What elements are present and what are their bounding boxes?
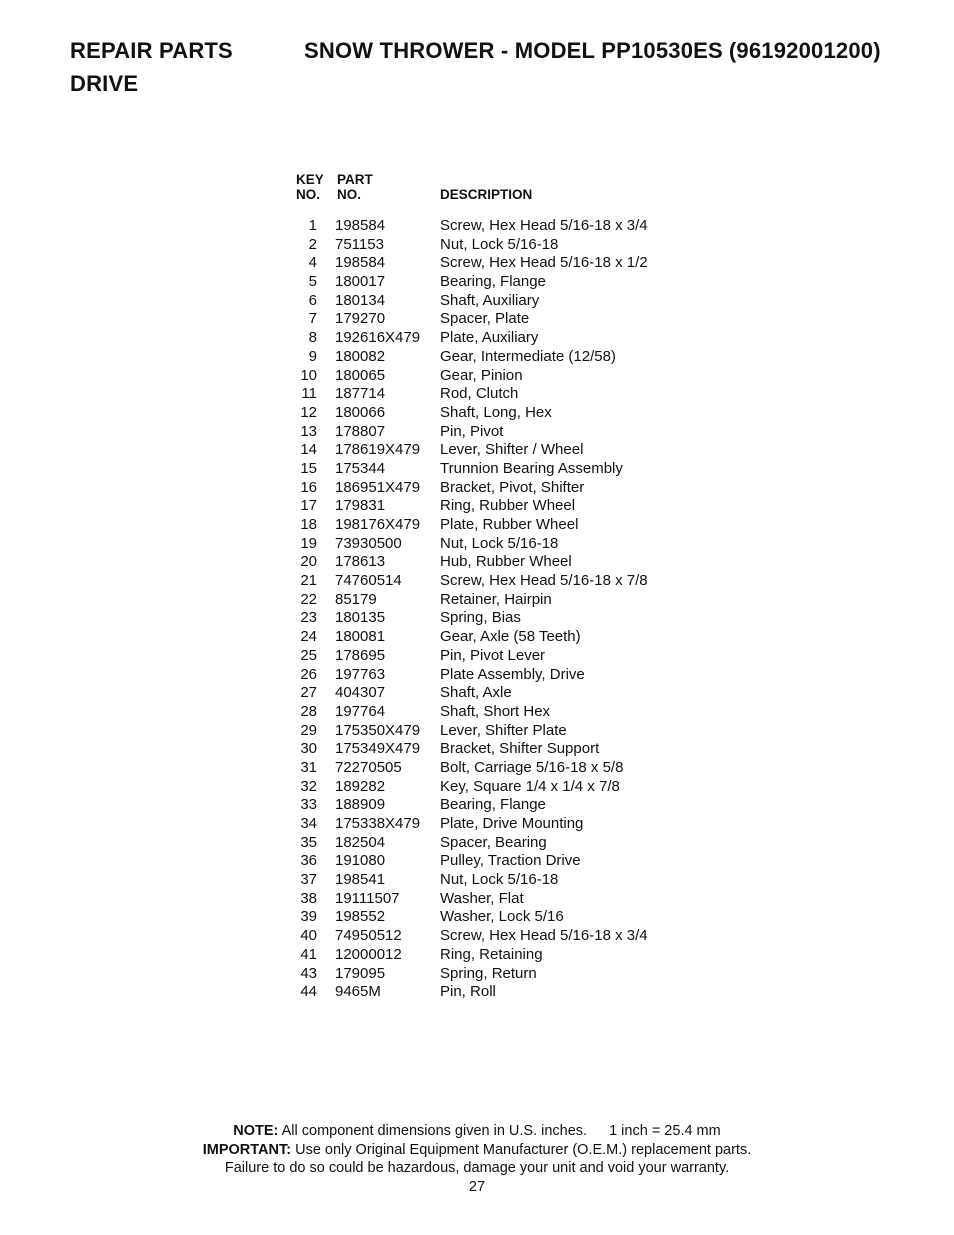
important-label: IMPORTANT:: [202, 1141, 292, 1158]
description: Pulley, Traction Drive: [440, 852, 581, 870]
part-header-top: PART: [337, 172, 373, 187]
part-no: 179270: [335, 310, 386, 328]
description: Gear, Intermediate (12/58): [440, 347, 616, 365]
footer: [0, 1122, 954, 1196]
table-row: [296, 497, 716, 516]
description: Bolt, Carriage 5/16-18 x 5/8: [440, 758, 624, 776]
part-no: 178807: [335, 422, 386, 440]
description: Pin, Pivot Lever: [440, 646, 546, 664]
key-no: 43: [300, 964, 317, 982]
table-row: [296, 236, 716, 255]
table-row: [296, 609, 716, 628]
description: Plate, Auxiliary: [440, 329, 539, 347]
table-row: [296, 815, 716, 834]
table-row: [296, 666, 716, 685]
key-no: 9: [308, 347, 317, 365]
table-row: [296, 553, 716, 572]
model-code: (96192001200): [728, 38, 881, 63]
note-label: NOTE:: [233, 1123, 279, 1139]
description: Spring, Bias: [440, 609, 521, 627]
part-no: 180135: [335, 609, 386, 627]
table-row: [296, 834, 716, 853]
description: Retainer, Hairpin: [440, 590, 552, 608]
part-no: 12000012: [335, 945, 402, 963]
warning-line: Failure to do so could be hazardous, damage your unit and void your warranty.: [224, 1160, 730, 1176]
part-no: 404307: [335, 684, 386, 702]
table-row: [296, 722, 716, 741]
table-row: [296, 254, 716, 273]
table-row: [296, 965, 716, 984]
table-row: [296, 591, 716, 610]
model-number: PP10530ES: [601, 38, 723, 63]
key-no: 41: [300, 945, 317, 963]
part-no: 175338X479: [335, 815, 421, 832]
description: Bracket, Pivot, Shifter: [440, 478, 585, 496]
part-no: 186951X479: [335, 478, 421, 496]
key-no: 7: [308, 310, 317, 328]
description: Key, Square 1/4 x 1/4 x 7/8: [440, 777, 620, 795]
part-no: 187714: [335, 385, 386, 403]
key-no: 15: [300, 459, 317, 477]
table-row: [296, 292, 716, 311]
description: Plate, Rubber Wheel: [440, 516, 579, 533]
key-no: 14: [300, 441, 317, 459]
description: Shaft, Long, Hex: [440, 403, 552, 421]
table-row: [296, 871, 716, 890]
table-row: [296, 796, 716, 815]
key-no: 13: [300, 422, 317, 440]
description: Washer, Flat: [440, 889, 524, 907]
table-row: [296, 310, 716, 329]
table-row: [296, 740, 716, 759]
table-row: [296, 460, 716, 479]
part-no: 179095: [335, 964, 386, 982]
key-no: 44: [300, 983, 317, 1001]
part-no: 74760514: [335, 572, 402, 590]
key-no: 26: [300, 665, 317, 683]
table-row: [296, 479, 716, 498]
part-no: 197763: [335, 665, 386, 683]
table-row: [296, 516, 716, 535]
table-row: [296, 908, 716, 927]
description: Bearing, Flange: [440, 796, 546, 814]
part-no: 180065: [335, 366, 386, 384]
description: Plate Assembly, Drive: [440, 665, 585, 683]
description: Nut, Lock 5/16-18: [440, 871, 559, 889]
description: Ring, Rubber Wheel: [440, 497, 576, 515]
key-no: 22: [300, 590, 317, 608]
description: Spacer, Bearing: [440, 833, 547, 851]
part-no: 180017: [335, 273, 386, 291]
part-no: 9465M: [335, 983, 381, 1001]
part-no: 180081: [335, 628, 386, 646]
section-title: REPAIR PARTS: [70, 38, 233, 63]
key-no: 6: [308, 291, 317, 309]
description: Nut, Lock 5/16-18: [440, 534, 559, 552]
key-no: 38: [300, 889, 317, 907]
table-row: [296, 983, 716, 1002]
part-no: 175344: [335, 459, 386, 477]
description: Screw, Hex Head 5/16-18 x 3/4: [440, 927, 648, 945]
description: Plate, Drive Mounting: [440, 815, 584, 832]
table-row: [296, 647, 716, 666]
part-no: 72270505: [335, 758, 402, 776]
key-no: 33: [300, 796, 317, 814]
key-no: 1: [308, 217, 317, 234]
table-row: [296, 628, 716, 647]
table-row: [296, 348, 716, 367]
description: Hub, Rubber Wheel: [440, 553, 572, 571]
part-no: 192616X479: [335, 329, 421, 347]
key-no: 30: [300, 740, 317, 758]
page-number: 27: [468, 1178, 486, 1195]
table-row: [296, 273, 716, 292]
key-no: 2: [308, 235, 317, 253]
key-no: 27: [300, 684, 317, 702]
description: Gear, Pinion: [440, 366, 523, 384]
key-no: 34: [300, 815, 317, 832]
part-no: 182504: [335, 833, 386, 851]
key-no: 39: [300, 908, 317, 926]
key-no: 40: [300, 927, 317, 945]
description: Screw, Hex Head 5/16-18 x 7/8: [440, 572, 648, 590]
part-no: 198176X479: [335, 516, 421, 533]
table-row: [296, 572, 716, 591]
table-row: [296, 759, 716, 778]
part-no: 73930500: [335, 534, 402, 552]
key-no: 32: [300, 777, 317, 795]
description: Gear, Axle (58 Teeth): [440, 628, 581, 646]
part-no: 178619X479: [335, 441, 421, 459]
key-no: 35: [300, 833, 317, 851]
part-no: 198584: [335, 254, 386, 272]
part-no: 175350X479: [335, 721, 421, 739]
subsection-title: DRIVE: [70, 71, 139, 96]
description: Spacer, Plate: [440, 310, 530, 328]
important-line: [0, 1141, 954, 1160]
key-no: 20: [300, 553, 317, 571]
table-row: [296, 423, 716, 442]
description: Bracket, Shifter Support: [440, 740, 600, 758]
key-header-top: KEY: [296, 172, 324, 187]
table-row: [296, 684, 716, 703]
model-prefix: SNOW THROWER - MODEL: [304, 38, 596, 63]
table-row: [296, 852, 716, 871]
description: Rod, Clutch: [440, 385, 519, 403]
part-no: 198584: [335, 217, 386, 234]
key-no: 4: [308, 254, 317, 272]
important-text: Use only Original Equipment Manufacturer (O.E.M.) replacement parts.: [295, 1141, 752, 1158]
part-no: 180082: [335, 347, 386, 365]
description: Pin, Roll: [440, 983, 496, 1001]
part-no: 191080: [335, 852, 386, 870]
part-no: 178613: [335, 553, 386, 571]
part-no: 179831: [335, 497, 386, 515]
part-no: 180066: [335, 403, 386, 421]
description: Pin, Pivot: [440, 422, 504, 440]
note-text: All component dimensions given in U.S. inches.: [281, 1123, 588, 1139]
key-no: 19: [300, 534, 317, 552]
key-no: 23: [300, 609, 317, 627]
key-header-bottom: NO.: [296, 187, 321, 202]
part-no: 198541: [335, 871, 386, 889]
key-no: 21: [300, 572, 317, 590]
key-no: 24: [300, 628, 317, 646]
part-no: 198552: [335, 908, 386, 926]
description: Trunnion Bearing Assembly: [440, 459, 623, 477]
table-row: [296, 703, 716, 722]
key-no: 31: [300, 758, 317, 776]
description-header: DESCRIPTION: [440, 187, 533, 202]
key-no: 17: [300, 497, 317, 515]
table-row: [296, 946, 716, 965]
key-no: 29: [300, 721, 317, 739]
key-no: 12: [300, 403, 317, 421]
description: Bearing, Flange: [440, 273, 546, 291]
part-no: 175349X479: [335, 740, 421, 758]
key-no: 5: [308, 273, 317, 291]
part-no: 178695: [335, 646, 386, 664]
key-no: 16: [300, 478, 317, 496]
part-no: 188909: [335, 796, 386, 814]
key-no: 11: [301, 385, 317, 403]
table-row: [296, 927, 716, 946]
key-no: 28: [300, 702, 317, 720]
description: Screw, Hex Head 5/16-18 x 3/4: [440, 217, 648, 234]
model-heading: [304, 38, 881, 64]
part-no: 19111507: [335, 889, 400, 907]
description: Lever, Shifter Plate: [440, 721, 567, 739]
table-row: [296, 217, 716, 236]
table-row: [296, 404, 716, 423]
table-row: [296, 367, 716, 386]
parts-list: [296, 217, 716, 1002]
description: Washer, Lock 5/16: [440, 908, 564, 926]
table-row: [296, 441, 716, 460]
table-row: [296, 535, 716, 554]
part-no: 180134: [335, 291, 386, 309]
key-no: 8: [308, 329, 317, 347]
note-line: [0, 1122, 954, 1141]
table-row: [296, 385, 716, 404]
description: Screw, Hex Head 5/16-18 x 1/2: [440, 254, 648, 272]
part-no: 189282: [335, 777, 386, 795]
part-no: 751153: [335, 235, 384, 253]
table-row: [296, 329, 716, 348]
key-no: 37: [300, 871, 317, 889]
conversion-text: 1 inch = 25.4 mm: [609, 1123, 721, 1139]
description: Ring, Retaining: [440, 945, 543, 963]
part-no: 74950512: [335, 927, 402, 945]
table-row: [296, 890, 716, 909]
description: Spring, Return: [440, 964, 537, 982]
description: Lever, Shifter / Wheel: [440, 441, 584, 459]
key-no: 18: [300, 516, 317, 533]
key-no: 36: [300, 852, 317, 870]
key-no: 10: [300, 366, 317, 384]
description: Nut, Lock 5/16-18: [440, 235, 559, 253]
description: Shaft, Axle: [440, 684, 512, 702]
part-header-bottom: NO.: [337, 187, 362, 202]
key-no: 25: [300, 646, 317, 664]
part-no: 197764: [335, 702, 386, 720]
table-row: [296, 778, 716, 797]
description: Shaft, Short Hex: [440, 702, 551, 720]
description: Shaft, Auxiliary: [440, 291, 540, 309]
part-no: 85179: [335, 590, 377, 608]
